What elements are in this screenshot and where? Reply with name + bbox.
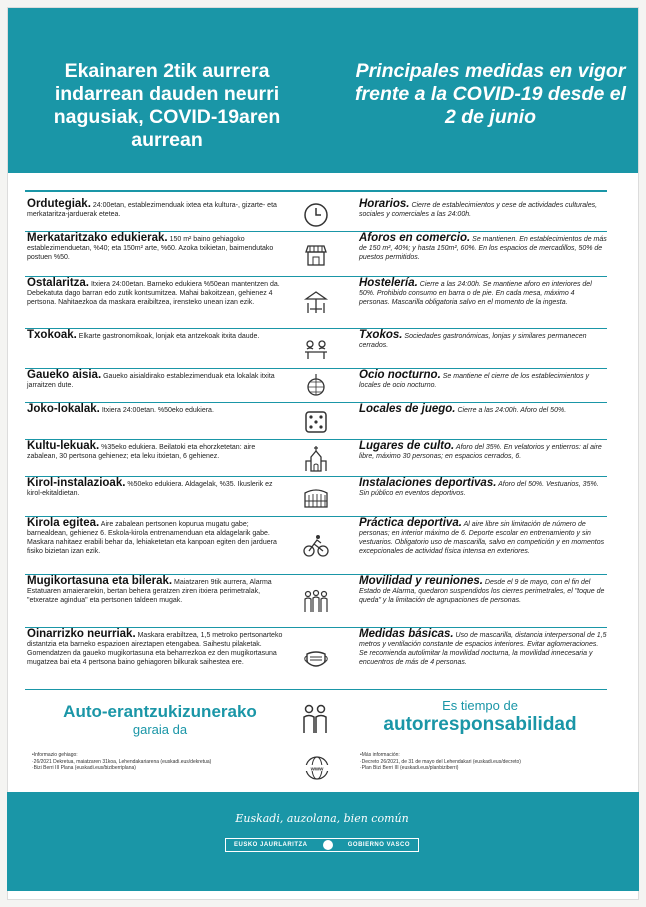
measure-spanish-title: Medidas básicas. <box>359 628 454 640</box>
measure-row <box>25 277 607 329</box>
measure-spanish-text: Cierre de establecimientos y cese de actividades culturales, sociales y comerciales a las 24:00h. <box>359 202 598 218</box>
measure-icon <box>296 445 336 473</box>
dice-icon <box>302 408 330 436</box>
measure-spanish <box>359 200 607 219</box>
footer-motto: Euskadi, auzolana, bien común <box>235 812 409 825</box>
disco-ball-icon <box>302 372 330 400</box>
info-es-line: •Más información: <box>360 752 400 758</box>
measure-basque-text: %50eko edukiera. Aldagelak, %35. Ikuslerik ez kirol-ekitaldietan. <box>27 481 273 497</box>
footer-banner <box>7 792 639 891</box>
measure-basque-text: Aire zabalean pertsonen kopurua mugatu gabe; barnealdean, gehienez 6. Eskola-kirola entrenamenduan eta aldagelarik gabe. Maskara nahitaez erabili behar da, lehiaketetan eta kanpoan egiten den jarduera fisiko bizietan izan ezik. <box>27 521 277 555</box>
more-info-basque <box>32 752 282 772</box>
measure-basque-text: Gaueko aisialdirako establezimenduak eta lokalak itxita jarraitzen dute. <box>27 373 275 389</box>
measure-basque-text: Elkarte gastronomikoak, lonjak eta antzekoak itxita daude. <box>76 333 260 340</box>
measure-row <box>25 575 607 628</box>
info-es-line: ·Plan Bizi Berri III (euskadi.eus/planbiziberri) <box>360 765 459 771</box>
info-eu-line: ·Bizi Berri III Plana (euskadi.eus/biziberriplana) <box>32 765 136 771</box>
www-label: www <box>310 766 324 773</box>
shop-icon <box>302 241 330 269</box>
globe-www-icon <box>304 755 330 781</box>
measure-spanish-text: Desde el 9 de mayo, con el fin del Estado de Alarma, quedaron suspendidos los cierres perimetrales, el "toque de queda" y la limitación de agrupaciones de personas. <box>359 579 605 604</box>
measure-spanish <box>359 479 607 498</box>
terrace-icon <box>302 289 330 317</box>
measure-icon <box>296 645 336 673</box>
measure-row <box>25 369 607 403</box>
info-eu-line: •Informazio gehiago: <box>32 752 78 758</box>
measure-basque <box>27 331 287 341</box>
measure-icon <box>296 408 336 436</box>
measure-basque-text: Itxiera 24:00etan. Barneko edukiera %50ean mantentzen da. Debekatuta dago barran edo zutik kontsumitzea. Mahai bakoitzean, gehienez 4 pertsona. Nahitaezkoa da maskara eraibiltzea, irensteko unean izan ezik. <box>27 281 280 306</box>
measure-basque-title: Merkataritzako edukierak. <box>27 232 168 244</box>
dining-icon <box>302 335 330 363</box>
measure-row <box>25 440 607 477</box>
measure-spanish-text: Sociedades gastronómicas, lonjas y similares permanecen cerrados. <box>359 333 587 349</box>
measure-spanish-text: Aforo del 50%. Vestuarios, 35%. Sin público en eventos deportivos. <box>359 481 599 497</box>
measure-basque-title: Ordutegiak. <box>27 198 91 210</box>
measure-row <box>25 232 607 277</box>
measure-icon <box>296 532 336 560</box>
measure-basque-text: %35eko edukiera. Beilatoki eta ehorzketetan: aire zabalean, 30 pertsona gehienez; eta leku itxietan, 6 gehienez. <box>27 444 256 460</box>
measure-spanish <box>359 630 607 667</box>
measure-spanish-title: Aforos en comercio. <box>359 232 471 244</box>
info-es-line: ·Decreto 26/2021, de 31 de mayo del Lehendakari (euskadi.eus/decreto) <box>360 758 521 765</box>
measure-basque-text: Maiatzaren 9tik aurrera, Alarma Estatuaren amaierarekin, bertan behera geratzen ziren itxiera perimetralak, "etxeratze agindua" eta pertsonen taldeen mugak. <box>27 579 272 604</box>
measure-spanish <box>359 405 607 415</box>
measure-spanish <box>359 371 607 390</box>
responsibility-spanish-small: Es tiempo de <box>442 698 518 713</box>
clock-icon <box>302 201 330 229</box>
measure-basque <box>27 371 287 390</box>
measure-basque-title: Kirol-instalazioak. <box>27 477 126 489</box>
top-divider <box>25 190 607 192</box>
cyclist-icon <box>302 532 330 560</box>
measure-basque-text: Maskara erabiltzea, 1,5 metroko pertsonarteko distantzia eta barneko espazioen aireztapen etengabea. Saihestu pilaketak. Gomendatzen da gaueko mugikortasuna eta beharrezkoa ez den mugikortasuna mugatzea bai eta 4 pertsona baino gehiagoren bilkurak saihestea ere. <box>27 632 283 666</box>
measure-basque-title: Kirola egitea. <box>27 517 100 529</box>
measure-spanish-title: Txokos. <box>359 329 403 341</box>
measure-basque-text: 150 m² baino gehiagoko establezimenduetan, %40; eta 150m² arte, %60. Azoka txikietan, baimendutako postuen %50. <box>27 236 274 261</box>
more-info-spanish <box>360 752 610 772</box>
measure-basque-title: Joko-lokalak. <box>27 403 100 415</box>
measure-spanish <box>359 234 607 262</box>
government-logo <box>225 838 419 852</box>
measure-basque <box>27 479 287 498</box>
header-title-basque: Ekainaren 2tik aurrera indarrean dauden neurri nagusiak, COVID-19aren aurrean <box>53 60 281 151</box>
measure-basque <box>27 442 287 461</box>
measure-spanish <box>359 577 607 605</box>
responsibility-basque <box>30 702 290 738</box>
measure-basque <box>27 279 287 307</box>
measure-icon <box>296 483 336 511</box>
measure-spanish <box>359 279 607 307</box>
gov-name-basque: EUSKO JAURLARITZA <box>234 842 308 848</box>
measure-spanish-text: Cierre a las 24:00h. Aforo del 50%. <box>455 407 567 414</box>
measure-icon <box>296 241 336 269</box>
measure-spanish <box>359 519 607 556</box>
measure-icon <box>296 372 336 400</box>
measure-basque-title: Mugikortasuna eta bilerak. <box>27 575 173 587</box>
measure-spanish-text: Se mantiene el cierre de los establecimientos y locales de ocio nocturno. <box>359 373 590 389</box>
measure-basque-title: Ostalaritza. <box>27 277 89 289</box>
measure-basque-title: Oinarrizko neurriak. <box>27 628 136 640</box>
measure-icon <box>296 335 336 363</box>
measure-spanish-text: Uso de mascarilla, distancia interpersonal de 1,5 metros y ventilación constante de espacios interiores. Evitar aglomeraciones. Se recomienda autolimitar la movilidad nocturna, la movilidad innecesaria y encuentros de más de 4 personas. <box>359 632 607 666</box>
responsibility-spanish <box>350 698 610 736</box>
measure-spanish-title: Horarios. <box>359 198 410 210</box>
measure-spanish <box>359 331 607 350</box>
mask-icon <box>302 645 330 673</box>
measure-spanish-title: Instalaciones deportivas. <box>359 477 497 489</box>
measure-icon <box>296 289 336 317</box>
church-icon <box>302 445 330 473</box>
measure-row <box>25 517 607 575</box>
measure-spanish-title: Lugares de culto. <box>359 440 455 452</box>
stadium-icon <box>302 483 330 511</box>
measure-row <box>25 403 607 440</box>
measure-spanish-title: Locales de juego. <box>359 403 456 415</box>
measure-spanish-title: Práctica deportiva. <box>359 517 462 529</box>
measure-spanish-text: Cierre a las 24:00h. Se mantiene aforo en interiores del 50%. Prohibido consumo en barra o de pie. En cada mesa, máximo 4 personas. Mascarilla obligatoria salvo en el momento de la ingesta. <box>359 281 592 306</box>
measure-spanish-text: Se mantienen. En establecimientos de más de 150 m², 40%; y hasta 150m², 60%. En los espacios de mercadillos, 50% de puestos permitidos. <box>359 236 607 261</box>
header-title-spanish: Principales medidas en vigor frente a la COVID-19 desde el 2 de junio <box>355 60 626 128</box>
responsibility-basque-big: Auto-erantzukizunerako <box>63 702 257 721</box>
measure-basque-title: Gaueko aisia. <box>27 369 102 381</box>
header-banner <box>8 8 638 173</box>
measure-row <box>25 198 607 232</box>
measure-spanish-text: Al aire libre sin limitación de número de personas; en interior máximo de 6. Deporte escolar en entrenamiento y sin vestuarios. Obligatorio uso de mascarilla, salvo en competición y en momentos excepcionales de actividad física intensa en exteriores. <box>359 521 605 555</box>
gov-name-spanish: GOBIERNO VASCO <box>347 842 410 848</box>
measure-row <box>25 477 607 517</box>
info-eu-line: ·26/2021 Dekretua, maiatzaren 31koa, Lehendakariarena (euskadi.eus/dekretua) <box>32 758 212 765</box>
measure-icon <box>296 588 336 616</box>
people-responsibility-icon <box>300 703 330 737</box>
measure-spanish-title: Ocio nocturno. <box>359 369 441 381</box>
measure-spanish-text: Aforo del 35%. En velatorios y entierros: al aire libre, máximo 30 personas; en espacios cerrados, 6. <box>359 444 602 460</box>
measure-spanish <box>359 442 607 461</box>
measure-basque-text: Itxiera 24:00etan. %50eko edukiera. <box>99 407 214 414</box>
measure-basque <box>27 519 287 556</box>
measure-basque-text: 24:00etan, establezimenduak ixtea eta kultura-, gizarte- eta merkataritza-jarduerak etetea. <box>27 202 277 218</box>
responsibility-spanish-big: autorresponsabilidad <box>383 714 577 735</box>
measure-basque <box>27 200 287 219</box>
measure-row <box>25 628 607 690</box>
measure-spanish-title: Hostelería. <box>359 277 418 289</box>
measure-row <box>25 329 607 369</box>
measure-basque <box>27 234 287 262</box>
group-icon <box>302 588 330 616</box>
responsibility-basque-small: garaia da <box>132 722 188 737</box>
coat-of-arms-icon <box>323 840 333 850</box>
measure-basque-title: Kultu-lekuak. <box>27 440 100 452</box>
measure-basque-title: Txokoak. <box>27 329 77 341</box>
measure-basque <box>27 630 287 667</box>
measure-spanish-title: Movilidad y reuniones. <box>359 575 483 587</box>
measure-icon <box>296 201 336 229</box>
measure-basque <box>27 405 287 415</box>
measure-basque <box>27 577 287 605</box>
